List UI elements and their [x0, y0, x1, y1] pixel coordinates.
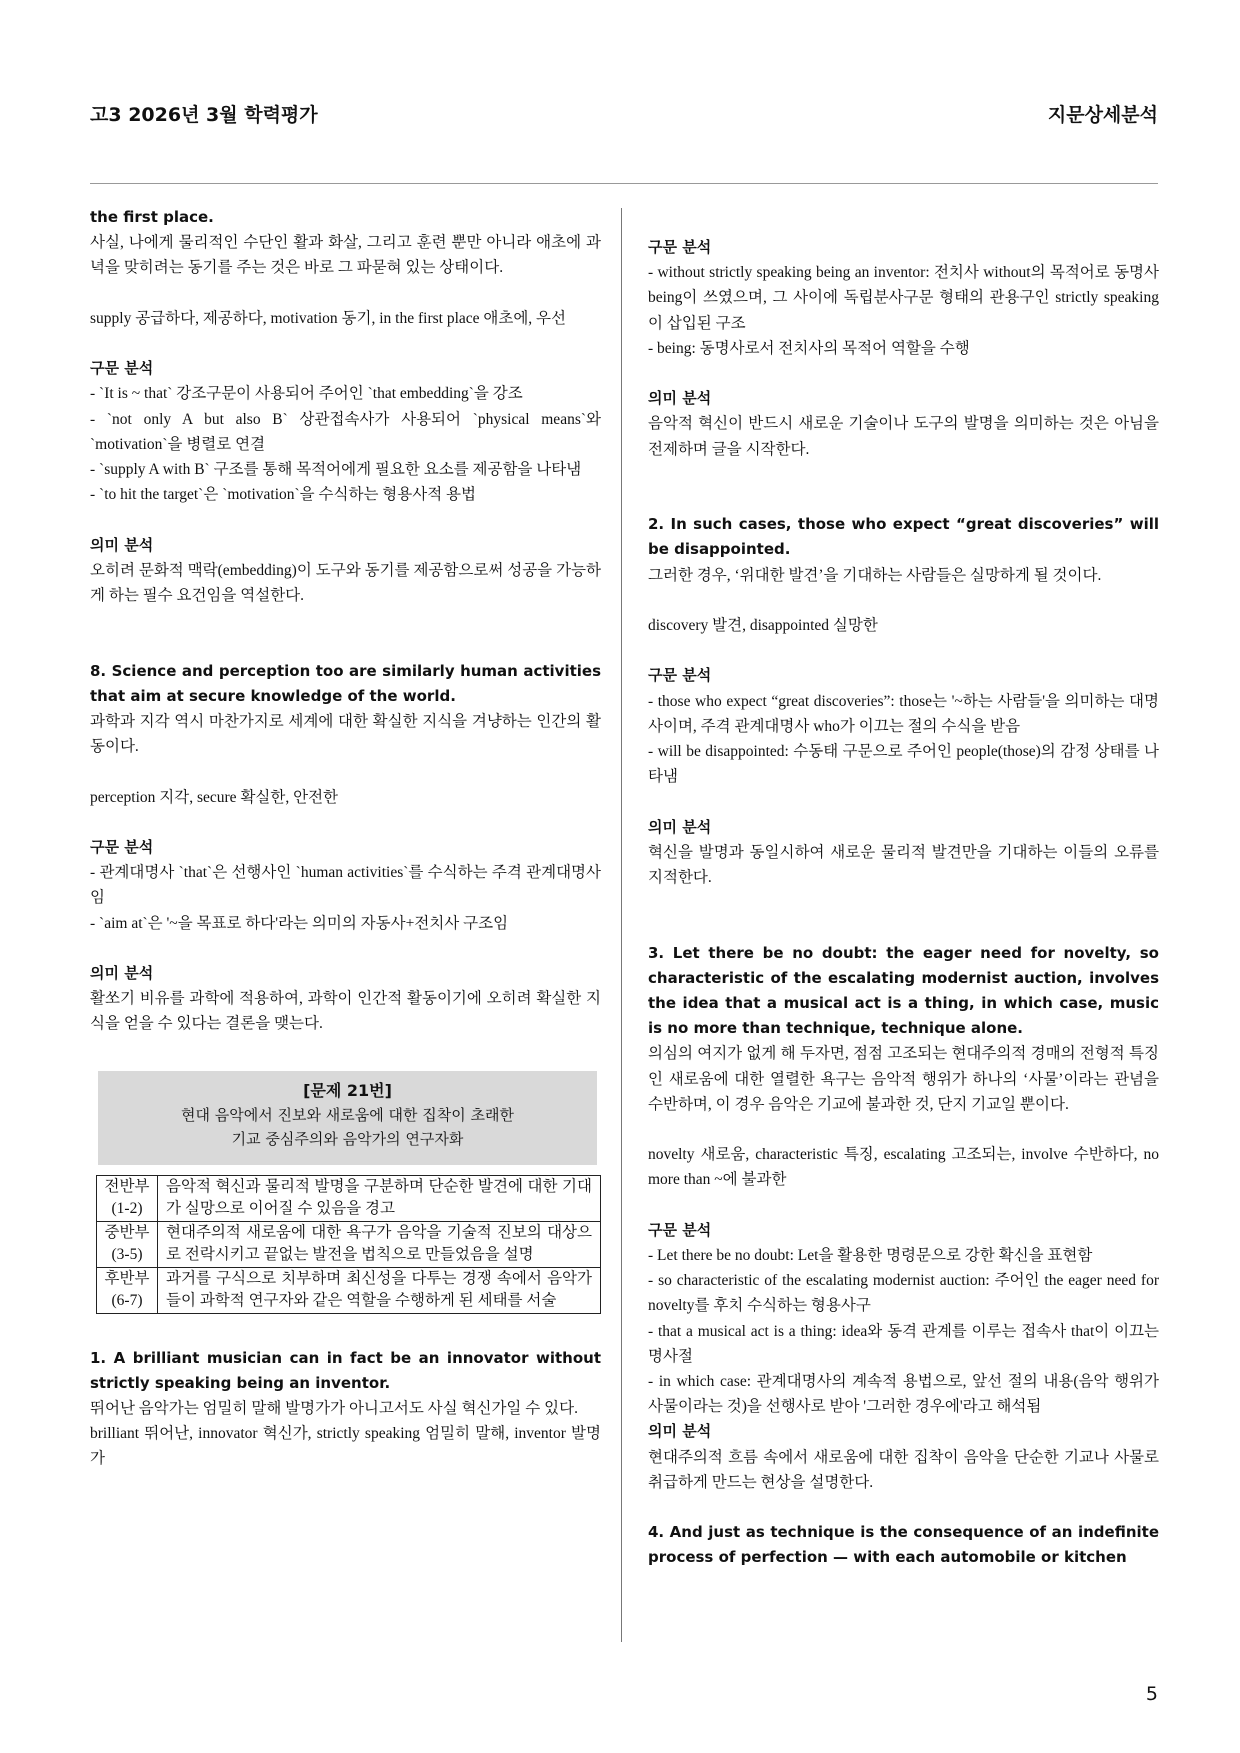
sentence-translation: 과학과 지각 역시 마찬가지로 세계에 대한 확실한 지식을 겨냥하는 인간의 활동이다.	[90, 713, 601, 756]
right-column	[648, 205, 1159, 1571]
part-cell: 후반부 (6-7)	[97, 1267, 158, 1313]
sentence-translation: 의심의 여지가 없게 해 두자면, 점점 고조되는 현대주의적 경매의 전형적 특징인 새로움에 대한 열렬한 욕구는 음악적 행위가 하나의 ‘사물’이라는 관념을 수반하며, 이 경우 음악은 기교에 불과한 것, 단지 기교일 뿐이다.	[648, 1045, 1159, 1113]
syntax-item: - will be disappointed: 수동태 구문으로 주어인 people(those)의 감정 상태를 나타냄	[648, 743, 1159, 786]
description-cell: 음악적 혁신과 물리적 발명을 구분하며 단순한 발견에 대한 기대가 실망으로 이어질 수 있음을 경고	[158, 1175, 601, 1221]
vocabulary: perception 지각, secure 확실한, 안전한	[90, 788, 339, 806]
sentence-translation: 뛰어난 음악가는 엄밀히 말해 발명가가 아니고서도 사실 혁신가일 수 있다.	[90, 1400, 578, 1417]
syntax-heading: 구문 분석	[648, 238, 712, 256]
vocabulary: discovery 발견, disappointed 실망한	[648, 617, 878, 634]
syntax-heading: 구문 분석	[90, 837, 154, 856]
sentence-english: 3. Let there be no doubt: the eager need for novelty, so characteristic of the escalating modernist auction, involves the idea that a musical act is a thing, in which case, music is no more than technique, technique alone.	[648, 943, 1159, 1038]
syntax-item: - 관계대명사 `that`은 선행사인 `human activities`를 수식하는 주격 관계대명사임	[90, 864, 601, 907]
syntax-item: - without strictly speaking being an inventor: 전치사 without의 목적어로 동명사 being이 쓰였으며, 그 사이에 독립분사구문 형태의 관용구인 strictly speaking이 삽입된 구조	[648, 264, 1159, 332]
sentence-english: the first place.	[90, 208, 214, 226]
syntax-item: - `aim at`은 '~을 목표로 하다'라는 의미의 자동사+전치사 구조임	[90, 914, 509, 932]
syntax-item: - so characteristic of the escalating modernist auction: 주어인 the eager need for novelty를 후치 수식하는 형용사구	[648, 1272, 1159, 1315]
vocabulary: supply 공급하다, 제공하다, motivation 동기, in the first place 애초에, 우선	[90, 309, 567, 327]
table-row	[97, 1175, 601, 1221]
meaning-text: 혁신을 발명과 동일시하여 새로운 물리적 발견만을 기대하는 이들의 오류를 지적한다.	[648, 843, 1159, 886]
problem-topic-line: 현대 음악에서 진보와 새로움에 대한 집착이 초래한	[181, 1105, 514, 1124]
syntax-heading: 구문 분석	[648, 1220, 712, 1239]
structure-table	[96, 1175, 601, 1314]
description-cell: 과거를 구식으로 치부하며 최신성을 다투는 경쟁 속에서 음악가들이 과학적 연구자와 같은 역할을 수행하게 된 세태를 서술	[158, 1267, 601, 1313]
meaning-text: 활쏘기 비유를 과학에 적용하여, 과학이 인간적 활동이기에 오히려 확실한 지식을 얻을 수 있다는 결론을 맺는다.	[90, 990, 601, 1033]
document-title: 고3 2026년 3월 학력평가	[90, 104, 318, 126]
sentence-english: 8. Science and perception too are similarly human activities that aim at secure knowledge of the world.	[90, 661, 601, 705]
left-column	[90, 205, 601, 1472]
sentence-translation: 그러한 경우, ‘위대한 발견’을 기대하는 사람들은 실망하게 될 것이다.	[648, 566, 1102, 584]
vocabulary: brilliant 뛰어난, innovator 혁신가, strictly speaking 엄밀히 말해, inventor 발명가	[90, 1425, 601, 1468]
syntax-item: - that a musical act is a thing: idea와 동격 관계를 이루는 접속사 that이 이끄는 명사절	[648, 1322, 1159, 1365]
column-divider	[621, 208, 622, 1642]
problem-summary-box	[98, 1071, 597, 1165]
syntax-item: - Let there be no doubt: Let을 활용한 명령문으로 강한 확신을 표현함	[648, 1247, 1093, 1264]
sentence-translation: 사실, 나에게 물리적인 수단인 활과 화살, 그리고 훈련 뿐만 아니라 애초에 과녁을 맞히려는 동기를 주는 것은 바로 그 파묻혀 있는 상태이다.	[90, 234, 601, 277]
description-cell: 현대주의적 새로움에 대한 욕구가 음악을 기술적 진보의 대상으로 전락시키고 끝없는 발전을 법칙으로 만들었음을 설명	[158, 1221, 601, 1267]
syntax-heading: 구문 분석	[90, 359, 154, 378]
meaning-heading: 의미 분석	[90, 535, 154, 554]
sentence-english: 1. A brilliant musician can in fact be an innovator without strictly speaking being an inventor.	[90, 1348, 601, 1392]
syntax-item: - `supply A with B` 구조를 통해 목적어에게 필요한 요소를 제공함을 나타냄	[90, 461, 582, 478]
table-row	[97, 1221, 601, 1267]
meaning-text: 음악적 혁신이 반드시 새로운 기술이나 도구의 발명을 의미하는 것은 아님을 전제하며 글을 시작한다.	[648, 415, 1159, 458]
page-number: 5	[1145, 1683, 1158, 1705]
sentence-english: 2. In such cases, those who expect “great discoveries” will be disappointed.	[648, 515, 1159, 559]
syntax-item: - being: 동명사로서 전치사의 목적어 역할을 수행	[648, 339, 970, 357]
syntax-item: - `not only A but also B` 상관접속사가 사용되어 `physical means`와 `motivation`을 병렬로 연결	[90, 410, 601, 453]
vocabulary: novelty 새로움, characteristic 특징, escalating 고조되는, involve 수반하다, no more than ~에 불과한	[648, 1146, 1159, 1189]
syntax-item: - those who expect “great discoveries”: those는 '~하는 사람들'을 의미하는 대명사이며, 주격 관계대명사 who가 이끄는 절의 수식을 받음	[648, 692, 1159, 735]
table-row	[97, 1267, 601, 1313]
syntax-item: - `It is ~ that` 강조구문이 사용되어 주어인 `that embedding`을 강조	[90, 385, 523, 403]
meaning-text: 현대주의적 흐름 속에서 새로움에 대한 집착이 음악을 단순한 기교나 사물로 취급하게 만드는 현상을 설명한다.	[648, 1448, 1159, 1491]
meaning-heading: 의미 분석	[90, 963, 154, 982]
problem-number: [문제 21번]	[303, 1080, 392, 1100]
sentence-english: 4. And just as technique is the consequence of an indefinite process of perfection — with each automobile or kitchen	[648, 1523, 1159, 1567]
part-cell: 중반부 (3-5)	[97, 1221, 158, 1267]
header-divider	[90, 183, 1158, 184]
meaning-heading: 의미 분석	[648, 389, 712, 408]
section-label: 지문상세분석	[1047, 104, 1158, 126]
part-cell: 전반부 (1-2)	[97, 1175, 158, 1221]
meaning-text: 오히려 문화적 맥락(embedding)이 도구와 동기를 제공함으로써 성공을 가능하게 하는 필수 요건임을 역설한다.	[90, 561, 601, 604]
syntax-item: - in which case: 관계대명사의 계속적 용법으로, 앞선 절의 내용(음악 행위가 사물이라는 것)을 선행사로 받아 '그러한 경우에'라고 해석됨	[648, 1373, 1159, 1416]
meaning-heading: 의미 분석	[648, 817, 712, 836]
meaning-heading: 의미 분석	[648, 1422, 712, 1441]
syntax-item: - `to hit the target`은 `motivation`을 수식하는 형용사적 용법	[90, 486, 477, 504]
problem-topic-line: 기교 중심주의와 음악가의 연구자화	[231, 1129, 464, 1148]
syntax-heading: 구문 분석	[648, 666, 712, 685]
